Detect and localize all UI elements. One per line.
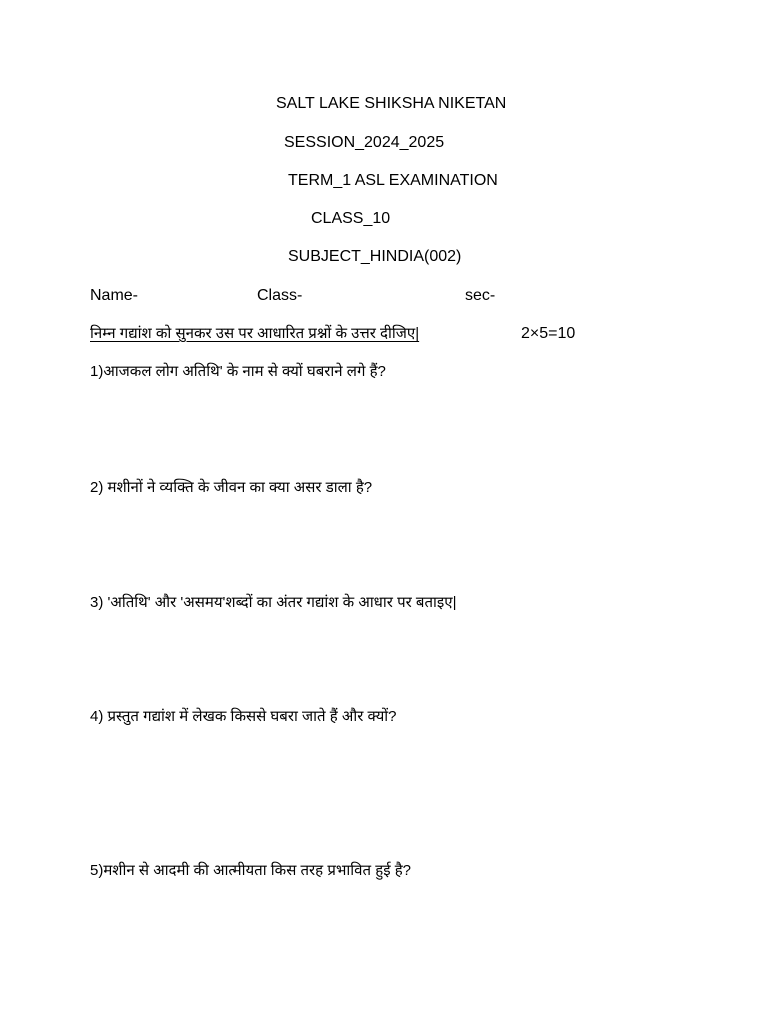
question-2: 2) मशीनों ने व्यक्ति के जीवन का क्या असर डाला है? <box>90 479 373 496</box>
question-5: 5)मशीन से आदमी की आत्मीयता किस तरह प्रभावित हुई है? <box>90 862 412 879</box>
class-line: CLASS_10 <box>311 210 391 227</box>
term-line: TERM_1 ASL EXAMINATION <box>288 172 498 189</box>
marks-label: 2×5=10 <box>521 325 576 342</box>
question-4: 4) प्रस्तुत गद्यांश में लेखक किससे घबरा जाते हैं और क्यों? <box>90 708 397 725</box>
question-3: 3) 'अतिथि' और 'असमय'शब्दों का अंतर गद्यांश के आधार पर बताइए| <box>90 594 457 611</box>
class-label: Class- <box>257 287 303 304</box>
subject-line: SUBJECT_HINDIA(002) <box>288 248 462 265</box>
school-name: SALT LAKE SHIKSHA NIKETAN <box>276 95 507 112</box>
session-line: SESSION_2024_2025 <box>284 134 445 151</box>
instruction-text: निम्न गद्यांश को सुनकर उस पर आधारित प्रश्नों के उत्तर दीजिए| <box>90 325 420 342</box>
name-label: Name- <box>90 287 139 304</box>
section-label: sec- <box>465 287 496 304</box>
question-1: 1)आजकल लोग अतिथि' के नाम से क्यों घबराने लगे हैं? <box>90 363 386 380</box>
